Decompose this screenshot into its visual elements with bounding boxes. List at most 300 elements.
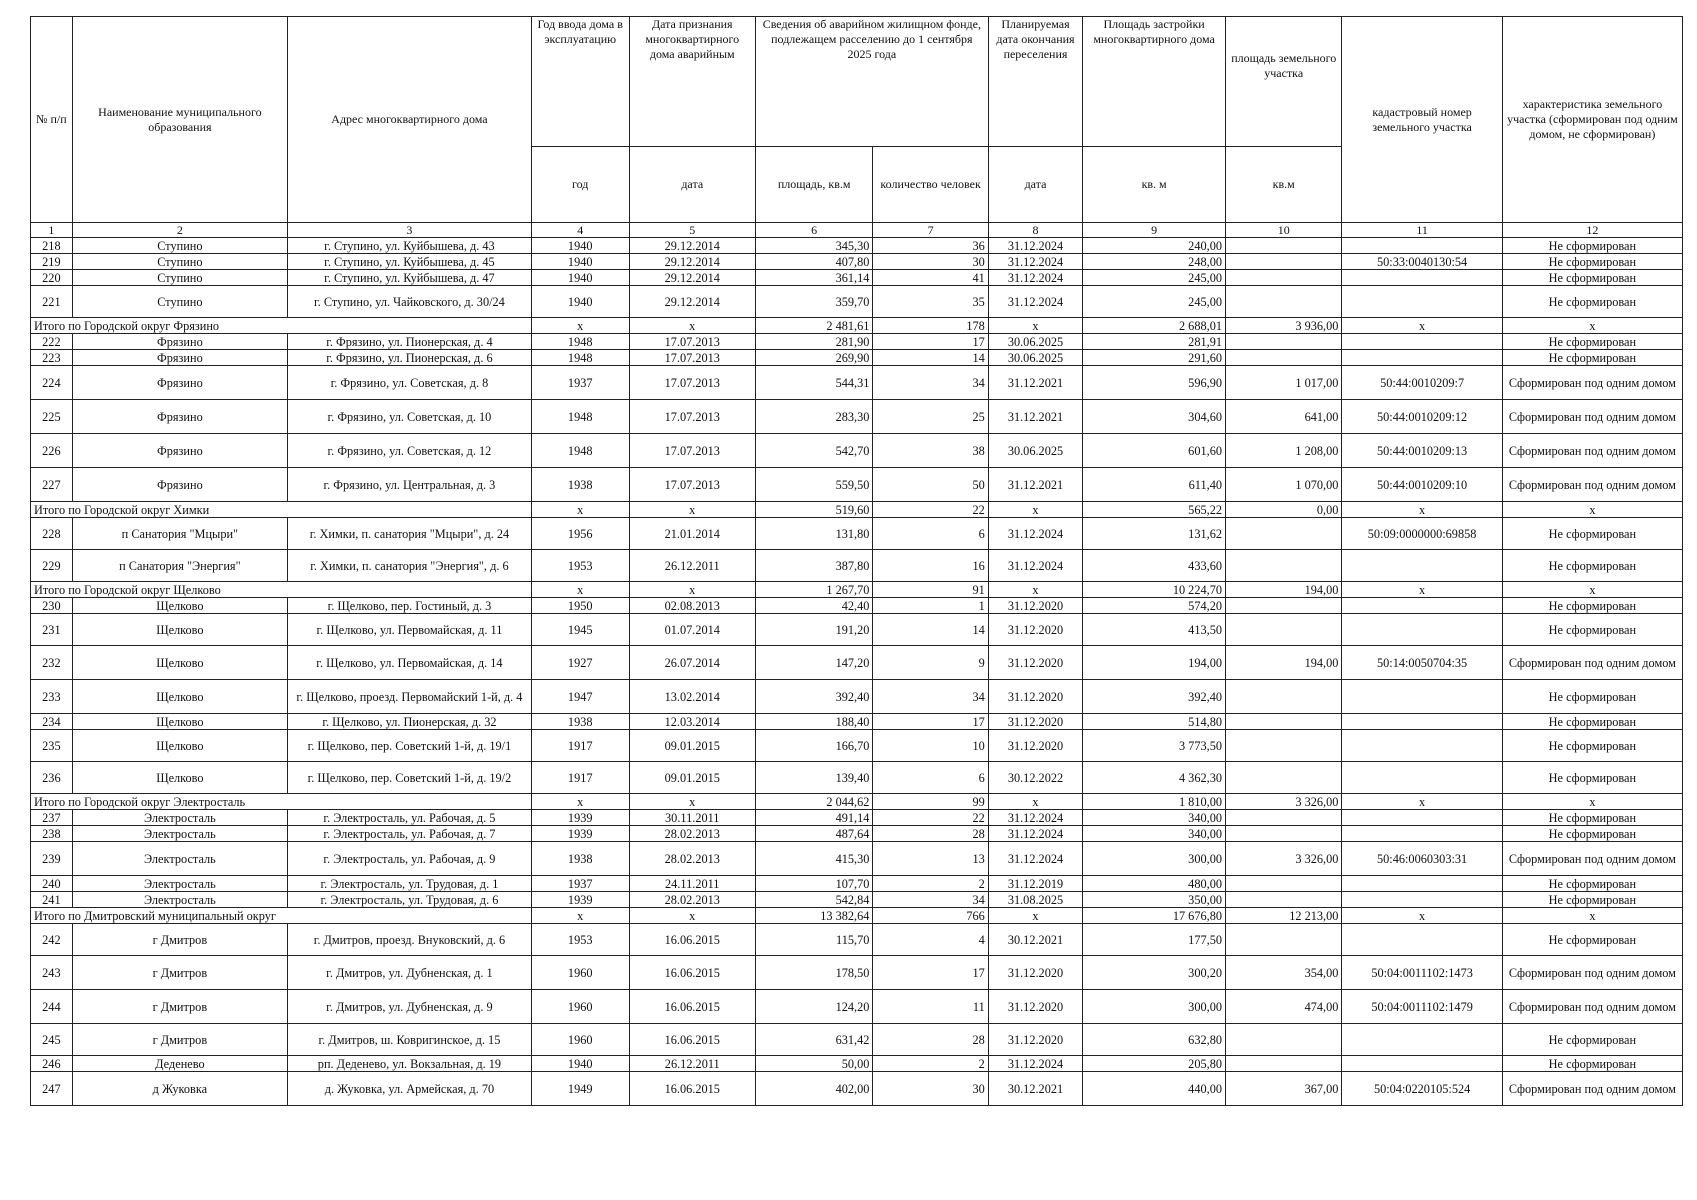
people-cell: 766 (873, 908, 988, 924)
header-address: Адрес многоквартирного дома (288, 17, 532, 223)
land-status-cell: Не сформирован (1502, 286, 1682, 318)
emergency-date-cell: 16.06.2015 (629, 924, 755, 956)
area-cell: 487,64 (755, 826, 873, 842)
cadastral-cell: 50:44:0010209:13 (1342, 434, 1502, 468)
cadastral-cell (1342, 1056, 1502, 1072)
row-number: 222 (31, 334, 73, 350)
area-cell: 361,14 (755, 270, 873, 286)
planned-date-cell: 31.12.2020 (988, 730, 1082, 762)
row-number: 220 (31, 270, 73, 286)
year-cell: 1953 (531, 550, 629, 582)
table-row (31, 270, 1683, 286)
area-cell: 542,84 (755, 892, 873, 908)
planned-date-cell: 31.12.2020 (988, 990, 1082, 1024)
header-planned-end: Планируемая дата окончания переселения (988, 17, 1082, 147)
cadastral-cell (1342, 826, 1502, 842)
cadastral-cell: x (1342, 908, 1502, 924)
planned-date-cell: x (988, 582, 1082, 598)
municipality-cell: д Жуковка (72, 1072, 287, 1106)
emergency-date-cell: 02.08.2013 (629, 598, 755, 614)
planned-date-cell: 31.12.2020 (988, 646, 1082, 680)
column-number: 11 (1342, 223, 1502, 238)
emergency-date-cell: 21.01.2014 (629, 518, 755, 550)
year-cell: 1938 (531, 842, 629, 876)
planned-date-cell: 30.12.2021 (988, 1072, 1082, 1106)
cadastral-cell (1342, 598, 1502, 614)
column-number: 3 (288, 223, 532, 238)
table-row (31, 614, 1683, 646)
cadastral-cell (1342, 1024, 1502, 1056)
address-cell: г. Ступино, ул. Куйбышева, д. 45 (288, 254, 532, 270)
land-area-cell (1226, 350, 1342, 366)
area-cell: 631,42 (755, 1024, 873, 1056)
building-area-cell: 413,50 (1083, 614, 1226, 646)
table-row (31, 680, 1683, 714)
land-status-cell: x (1502, 794, 1682, 810)
row-number: 231 (31, 614, 73, 646)
cadastral-cell: 50:46:0060303:31 (1342, 842, 1502, 876)
address-cell: г. Щелково, ул. Пионерская, д. 32 (288, 714, 532, 730)
table-row (31, 646, 1683, 680)
cadastral-cell: x (1342, 794, 1502, 810)
people-cell: 11 (873, 990, 988, 1024)
column-number: 4 (531, 223, 629, 238)
planned-date-cell: x (988, 794, 1082, 810)
cadastral-cell (1342, 730, 1502, 762)
land-area-cell (1226, 680, 1342, 714)
people-cell: 30 (873, 254, 988, 270)
table-row (31, 810, 1683, 826)
emergency-date-cell: 29.12.2014 (629, 286, 755, 318)
column-number: 9 (1083, 223, 1226, 238)
address-cell: рп. Деденево, ул. Вокзальная, д. 19 (288, 1056, 532, 1072)
table-row (31, 842, 1683, 876)
land-status-cell: Не сформирован (1502, 924, 1682, 956)
cadastral-cell (1342, 762, 1502, 794)
planned-date-cell: 31.12.2020 (988, 680, 1082, 714)
people-cell: 34 (873, 366, 988, 400)
building-area-cell: 433,60 (1083, 550, 1226, 582)
address-cell: г. Фрязино, ул. Пионерская, д. 4 (288, 334, 532, 350)
subheader-date: дата (629, 147, 755, 223)
building-area-cell: 281,91 (1083, 334, 1226, 350)
row-number: 223 (31, 350, 73, 366)
building-area-cell: 1 810,00 (1083, 794, 1226, 810)
land-area-cell (1226, 286, 1342, 318)
row-number: 246 (31, 1056, 73, 1072)
people-cell: 41 (873, 270, 988, 286)
table-row (31, 286, 1683, 318)
subtotal-row (31, 502, 1683, 518)
land-area-cell: 194,00 (1226, 646, 1342, 680)
municipality-cell: г Дмитров (72, 924, 287, 956)
row-number: 225 (31, 400, 73, 434)
area-cell: 269,90 (755, 350, 873, 366)
emergency-date-cell: 29.12.2014 (629, 254, 755, 270)
building-area-cell: 392,40 (1083, 680, 1226, 714)
building-area-cell: 440,00 (1083, 1072, 1226, 1106)
building-area-cell: 300,20 (1083, 956, 1226, 990)
table-row (31, 468, 1683, 502)
land-status-cell: Не сформирован (1502, 730, 1682, 762)
cadastral-cell (1342, 270, 1502, 286)
people-cell: 22 (873, 502, 988, 518)
table-row (31, 714, 1683, 730)
municipality-cell: Электросталь (72, 892, 287, 908)
address-cell: г. Щелково, пер. Советский 1-й, д. 19/2 (288, 762, 532, 794)
table-row (31, 1024, 1683, 1056)
municipality-cell: Ступино (72, 254, 287, 270)
address-cell: г. Ступино, ул. Куйбышева, д. 47 (288, 270, 532, 286)
land-area-cell (1226, 762, 1342, 794)
header-municipality: Наименование муниципального образования (72, 17, 287, 223)
subheader-area: площадь, кв.м (755, 147, 873, 223)
year-cell: 1939 (531, 892, 629, 908)
year-cell: 1927 (531, 646, 629, 680)
cadastral-cell: 50:04:0011102:1479 (1342, 990, 1502, 1024)
land-status-cell: Сформирован под одним домом (1502, 400, 1682, 434)
subheader-people: количество человек (873, 147, 988, 223)
emergency-date-cell: 17.07.2013 (629, 400, 755, 434)
area-cell: 107,70 (755, 876, 873, 892)
municipality-cell: п Санатория "Мцыри" (72, 518, 287, 550)
subtotal-label: Итого по Городской округ Щелково (31, 582, 532, 598)
cadastral-cell (1342, 680, 1502, 714)
year-cell: x (531, 582, 629, 598)
area-cell: 2 481,61 (755, 318, 873, 334)
land-area-cell (1226, 254, 1342, 270)
cadastral-cell: 50:09:0000000:69858 (1342, 518, 1502, 550)
land-area-cell: 1 017,00 (1226, 366, 1342, 400)
table-row (31, 1072, 1683, 1106)
row-number: 245 (31, 1024, 73, 1056)
address-cell: г. Химки, п. санатория "Энергия", д. 6 (288, 550, 532, 582)
table-row (31, 334, 1683, 350)
land-status-cell: Не сформирован (1502, 334, 1682, 350)
address-cell: г. Дмитров, ул. Дубненская, д. 9 (288, 990, 532, 1024)
table-row (31, 434, 1683, 468)
year-cell: 1960 (531, 956, 629, 990)
header-land-status: характеристика земельного участка (сформирован под одним домом, не сформирован) (1502, 17, 1682, 223)
address-cell: г. Щелково, проезд. Первомайский 1-й, д. 4 (288, 680, 532, 714)
planned-date-cell: 31.12.2020 (988, 956, 1082, 990)
land-area-cell: 0,00 (1226, 502, 1342, 518)
planned-date-cell: x (988, 908, 1082, 924)
row-number: 232 (31, 646, 73, 680)
table-row (31, 1056, 1683, 1072)
cadastral-cell (1342, 876, 1502, 892)
column-number: 12 (1502, 223, 1682, 238)
planned-date-cell: 31.12.2020 (988, 614, 1082, 646)
people-cell: 10 (873, 730, 988, 762)
address-cell: г. Дмитров, проезд. Внуковский, д. 6 (288, 924, 532, 956)
table-row (31, 730, 1683, 762)
area-cell: 542,70 (755, 434, 873, 468)
municipality-cell: Фрязино (72, 350, 287, 366)
year-cell: 1940 (531, 238, 629, 254)
row-number: 239 (31, 842, 73, 876)
address-cell: г. Электросталь, ул. Трудовая, д. 6 (288, 892, 532, 908)
people-cell: 91 (873, 582, 988, 598)
area-cell: 42,40 (755, 598, 873, 614)
row-number: 235 (31, 730, 73, 762)
address-cell: г. Дмитров, ш. Ковригинское, д. 15 (288, 1024, 532, 1056)
area-cell: 519,60 (755, 502, 873, 518)
people-cell: 14 (873, 614, 988, 646)
building-area-cell: 245,00 (1083, 270, 1226, 286)
subtotal-label: Итого по Городской округ Фрязино (31, 318, 532, 334)
header-num: № п/п (31, 17, 73, 223)
row-number: 234 (31, 714, 73, 730)
subtotal-row (31, 582, 1683, 598)
land-area-cell (1226, 518, 1342, 550)
people-cell: 14 (873, 350, 988, 366)
municipality-cell: Деденево (72, 1056, 287, 1072)
cadastral-cell: 50:44:0010209:10 (1342, 468, 1502, 502)
land-area-cell: 3 936,00 (1226, 318, 1342, 334)
planned-date-cell: 30.12.2021 (988, 924, 1082, 956)
row-number: 230 (31, 598, 73, 614)
municipality-cell: п Санатория "Энергия" (72, 550, 287, 582)
building-area-cell: 177,50 (1083, 924, 1226, 956)
land-area-cell: 194,00 (1226, 582, 1342, 598)
planned-date-cell: 31.12.2024 (988, 842, 1082, 876)
municipality-cell: Электросталь (72, 826, 287, 842)
year-cell: 1948 (531, 434, 629, 468)
building-area-cell: 514,80 (1083, 714, 1226, 730)
people-cell: 30 (873, 1072, 988, 1106)
land-status-cell: Не сформирован (1502, 270, 1682, 286)
people-cell: 16 (873, 550, 988, 582)
year-cell: x (531, 502, 629, 518)
planned-date-cell: 31.12.2024 (988, 1056, 1082, 1072)
planned-date-cell: 31.12.2024 (988, 254, 1082, 270)
land-area-cell: 1 208,00 (1226, 434, 1342, 468)
land-area-cell (1226, 270, 1342, 286)
year-cell: 1940 (531, 254, 629, 270)
emergency-date-cell: x (629, 318, 755, 334)
column-number: 6 (755, 223, 873, 238)
building-area-cell: 248,00 (1083, 254, 1226, 270)
emergency-date-cell: 17.07.2013 (629, 468, 755, 502)
cadastral-cell: x (1342, 582, 1502, 598)
land-status-cell: Не сформирован (1502, 826, 1682, 842)
building-area-cell: 245,00 (1083, 286, 1226, 318)
row-number: 227 (31, 468, 73, 502)
planned-date-cell: 31.12.2021 (988, 366, 1082, 400)
land-status-cell: Не сформирован (1502, 614, 1682, 646)
people-cell: 1 (873, 598, 988, 614)
year-cell: 1956 (531, 518, 629, 550)
planned-date-cell: 31.12.2024 (988, 826, 1082, 842)
table-row (31, 956, 1683, 990)
subtotal-label: Итого по Городской округ Химки (31, 502, 532, 518)
planned-date-cell: 31.08.2025 (988, 892, 1082, 908)
planned-date-cell: 31.12.2019 (988, 876, 1082, 892)
land-area-cell (1226, 892, 1342, 908)
land-area-cell: 367,00 (1226, 1072, 1342, 1106)
cadastral-cell (1342, 350, 1502, 366)
municipality-cell: г Дмитров (72, 1024, 287, 1056)
header-land-area: площадь земельного участка (1226, 17, 1342, 147)
subheader-date2: дата (988, 147, 1082, 223)
planned-date-cell: 31.12.2024 (988, 550, 1082, 582)
emergency-date-cell: 29.12.2014 (629, 270, 755, 286)
row-number: 219 (31, 254, 73, 270)
emergency-date-cell: 28.02.2013 (629, 842, 755, 876)
land-status-cell: Сформирован под одним домом (1502, 434, 1682, 468)
cadastral-cell (1342, 810, 1502, 826)
people-cell: 17 (873, 956, 988, 990)
municipality-cell: Щелково (72, 714, 287, 730)
table-row (31, 254, 1683, 270)
header-emergency-fund: Сведения об аварийном жилищном фонде, подлежащем расселению до 1 сентября 2025 года (755, 17, 988, 147)
people-cell: 2 (873, 1056, 988, 1072)
people-cell: 99 (873, 794, 988, 810)
emergency-date-cell: 16.06.2015 (629, 990, 755, 1024)
land-status-cell: x (1502, 318, 1682, 334)
emergency-date-cell: 13.02.2014 (629, 680, 755, 714)
building-area-cell: 340,00 (1083, 810, 1226, 826)
land-status-cell: Не сформирован (1502, 1056, 1682, 1072)
planned-date-cell: 30.06.2025 (988, 350, 1082, 366)
planned-date-cell: 30.06.2025 (988, 334, 1082, 350)
address-cell: г. Химки, п. санатория "Мцыри", д. 24 (288, 518, 532, 550)
emergency-date-cell: 26.12.2011 (629, 1056, 755, 1072)
people-cell: 4 (873, 924, 988, 956)
address-cell: г. Фрязино, ул. Советская, д. 8 (288, 366, 532, 400)
land-status-cell: Не сформирован (1502, 238, 1682, 254)
land-status-cell: Сформирован под одним домом (1502, 1072, 1682, 1106)
row-number: 224 (31, 366, 73, 400)
area-cell: 147,20 (755, 646, 873, 680)
cadastral-cell: 50:04:0011102:1473 (1342, 956, 1502, 990)
year-cell: 1940 (531, 286, 629, 318)
land-status-cell: x (1502, 502, 1682, 518)
area-cell: 139,40 (755, 762, 873, 794)
cadastral-cell (1342, 714, 1502, 730)
municipality-cell: Щелково (72, 646, 287, 680)
emergency-date-cell: 01.07.2014 (629, 614, 755, 646)
land-status-cell: Сформирован под одним домом (1502, 646, 1682, 680)
municipality-cell: Щелково (72, 680, 287, 714)
area-cell: 387,80 (755, 550, 873, 582)
table-row (31, 762, 1683, 794)
land-area-cell (1226, 924, 1342, 956)
table-row (31, 826, 1683, 842)
area-cell: 124,20 (755, 990, 873, 1024)
building-area-cell: 611,40 (1083, 468, 1226, 502)
land-status-cell: Сформирован под одним домом (1502, 842, 1682, 876)
building-area-cell: 596,90 (1083, 366, 1226, 400)
building-area-cell: 4 362,30 (1083, 762, 1226, 794)
building-area-cell: 2 688,01 (1083, 318, 1226, 334)
year-cell: 1940 (531, 270, 629, 286)
area-cell: 50,00 (755, 1056, 873, 1072)
land-area-cell: 3 326,00 (1226, 794, 1342, 810)
table-row (31, 550, 1683, 582)
column-number: 10 (1226, 223, 1342, 238)
emergency-date-cell: 12.03.2014 (629, 714, 755, 730)
cadastral-cell: x (1342, 318, 1502, 334)
row-number: 243 (31, 956, 73, 990)
building-area-cell: 194,00 (1083, 646, 1226, 680)
cadastral-cell (1342, 550, 1502, 582)
land-status-cell: Не сформирован (1502, 876, 1682, 892)
emergency-date-cell: 17.07.2013 (629, 366, 755, 400)
table-row (31, 350, 1683, 366)
cadastral-cell: 50:33:0040130:54 (1342, 254, 1502, 270)
row-number: 236 (31, 762, 73, 794)
address-cell: г. Электросталь, ул. Рабочая, д. 5 (288, 810, 532, 826)
emergency-date-cell: 26.07.2014 (629, 646, 755, 680)
cadastral-cell: 50:14:0050704:35 (1342, 646, 1502, 680)
area-cell: 1 267,70 (755, 582, 873, 598)
table-row (31, 598, 1683, 614)
row-number: 229 (31, 550, 73, 582)
planned-date-cell: 31.12.2020 (988, 714, 1082, 730)
land-area-cell (1226, 238, 1342, 254)
land-area-cell: 3 326,00 (1226, 842, 1342, 876)
building-area-cell: 632,80 (1083, 1024, 1226, 1056)
municipality-cell: Щелково (72, 598, 287, 614)
land-status-cell: Сформирован под одним домом (1502, 956, 1682, 990)
year-cell: 1940 (531, 1056, 629, 1072)
land-area-cell (1226, 730, 1342, 762)
people-cell: 50 (873, 468, 988, 502)
address-cell: г. Фрязино, ул. Советская, д. 10 (288, 400, 532, 434)
emergency-date-cell: 16.06.2015 (629, 1072, 755, 1106)
land-status-cell: Не сформирован (1502, 598, 1682, 614)
area-cell: 392,40 (755, 680, 873, 714)
emergency-housing-table (30, 16, 1683, 1106)
column-number-row (31, 223, 1683, 238)
land-status-cell: Не сформирован (1502, 714, 1682, 730)
address-cell: г. Фрязино, ул. Пионерская, д. 6 (288, 350, 532, 366)
land-status-cell: Сформирован под одним домом (1502, 366, 1682, 400)
land-area-cell (1226, 876, 1342, 892)
subheader-year: год (531, 147, 629, 223)
address-cell: г. Фрязино, ул. Советская, д. 12 (288, 434, 532, 468)
row-number: 228 (31, 518, 73, 550)
planned-date-cell: 31.12.2024 (988, 286, 1082, 318)
planned-date-cell: x (988, 318, 1082, 334)
area-cell: 188,40 (755, 714, 873, 730)
area-cell: 359,70 (755, 286, 873, 318)
table-header (31, 17, 1683, 238)
cadastral-cell: 50:44:0010209:12 (1342, 400, 1502, 434)
emergency-date-cell: x (629, 502, 755, 518)
people-cell: 36 (873, 238, 988, 254)
people-cell: 2 (873, 876, 988, 892)
people-cell: 17 (873, 334, 988, 350)
subtotal-row (31, 794, 1683, 810)
municipality-cell: Ступино (72, 286, 287, 318)
row-number: 221 (31, 286, 73, 318)
address-cell: г. Электросталь, ул. Трудовая, д. 1 (288, 876, 532, 892)
table-row (31, 876, 1683, 892)
year-cell: x (531, 794, 629, 810)
municipality-cell: Ступино (72, 238, 287, 254)
land-area-cell: 12 213,00 (1226, 908, 1342, 924)
column-number: 8 (988, 223, 1082, 238)
area-cell: 281,90 (755, 334, 873, 350)
address-cell: г. Дмитров, ул. Дубненская, д. 1 (288, 956, 532, 990)
people-cell: 9 (873, 646, 988, 680)
emergency-date-cell: 29.12.2014 (629, 238, 755, 254)
municipality-cell: Фрязино (72, 400, 287, 434)
subtotal-label: Итого по Дмитровский муниципальный округ (31, 908, 532, 924)
